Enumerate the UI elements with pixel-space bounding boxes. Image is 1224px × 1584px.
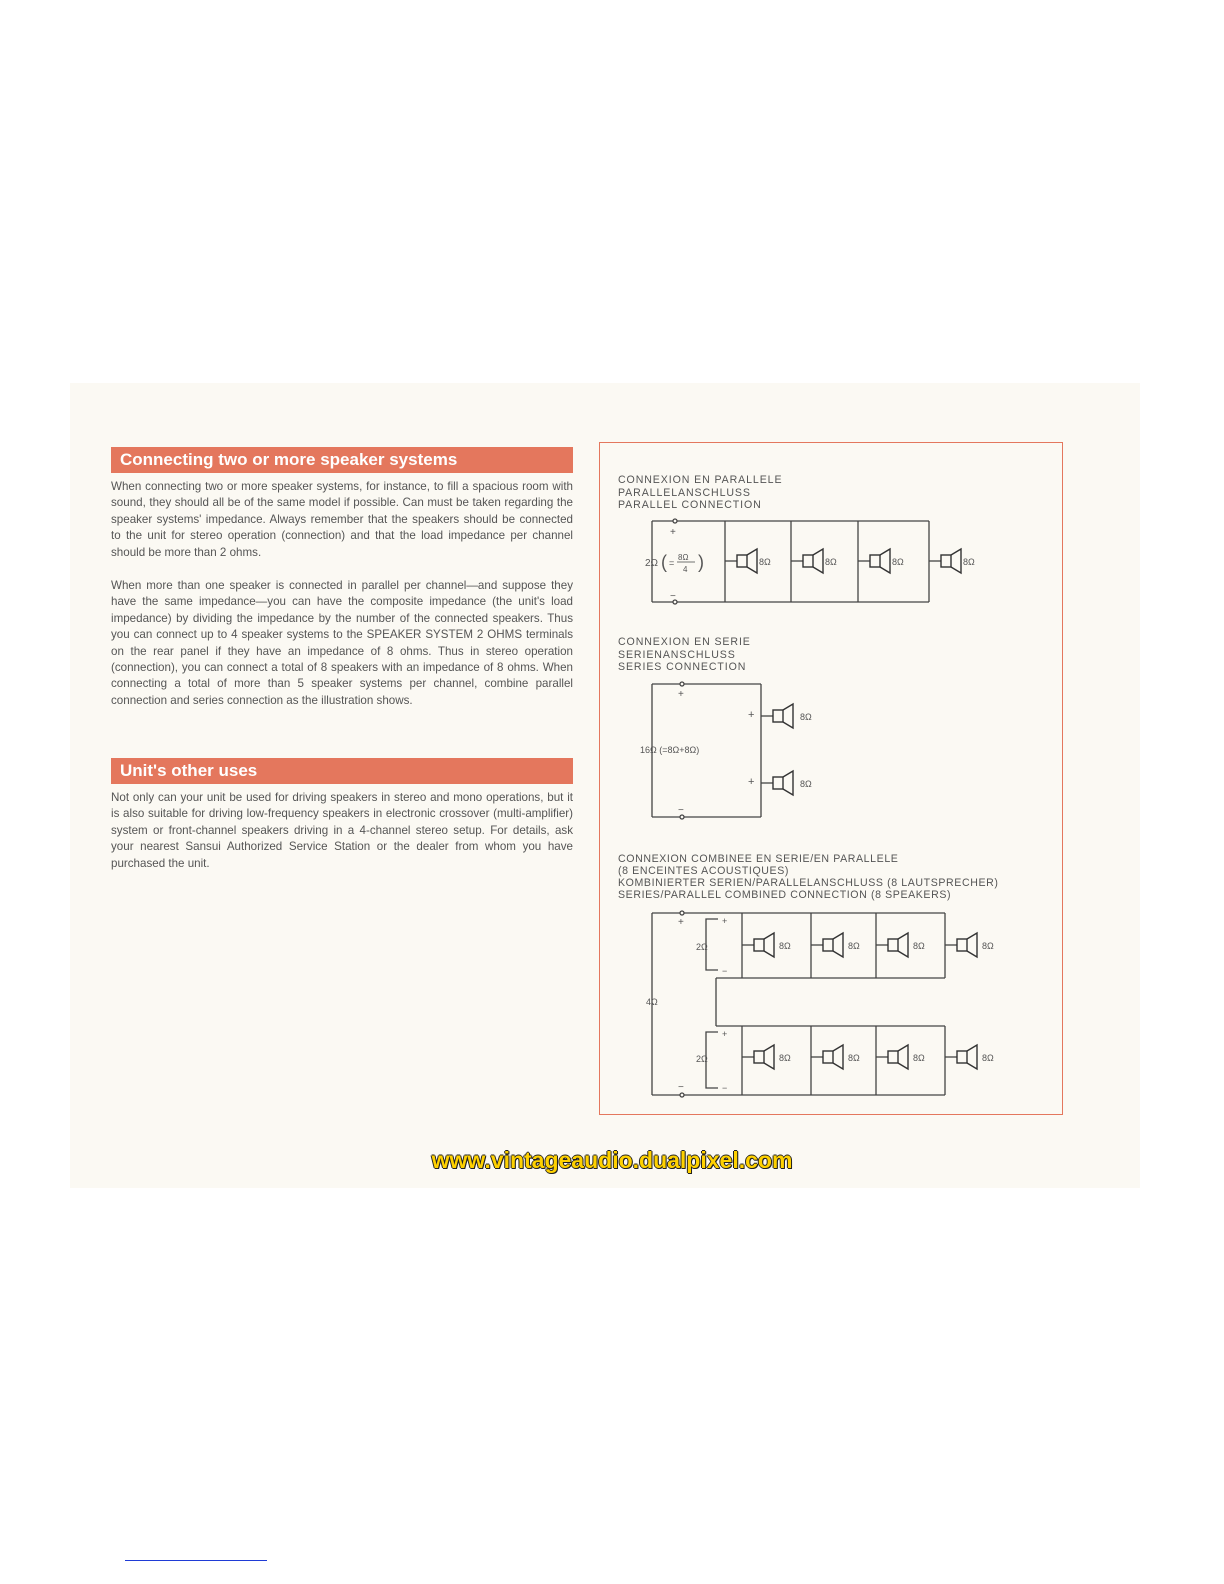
series-speaker-2-label: 8Ω [800, 779, 812, 789]
caption-combined-de: KOMBINIERTER SERIEN/PARALLELANSCHLUSS (8 LAUTSPRECHER) [618, 877, 999, 889]
combined-speaker-3-icon [888, 933, 908, 957]
combined-speaker-2-label: 8Ω [848, 941, 860, 951]
caption-combined-fr: CONNEXION COMBINEE EN SERIE/EN PARALLELE [618, 853, 899, 865]
combined-speaker-1-label: 8Ω [779, 941, 791, 951]
series-speaker-1-label: 8Ω [800, 712, 812, 722]
combined-speaker-6-label: 8Ω [848, 1053, 860, 1063]
combined-speaker-1-icon [754, 933, 774, 957]
combined-speaker-7-label: 8Ω [913, 1053, 925, 1063]
parallel-speaker-2-icon [803, 549, 823, 573]
combined-group-2-plus: + [722, 1029, 728, 1039]
section-heading-other-uses: Unit's other uses [111, 758, 573, 784]
combined-group-1-minus: − [722, 966, 728, 976]
caption-series-fr: CONNEXION EN SERIE [618, 636, 751, 648]
caption-parallel-de: PARALLELANSCHLUSS [618, 486, 751, 499]
combined-speaker-4-label: 8Ω [982, 941, 994, 951]
caption-parallel-fr: CONNEXION EN PARALLELE [618, 474, 783, 486]
parallel-speaker-3-icon [870, 549, 890, 573]
parallel-speaker-1-icon [737, 549, 757, 573]
combined-speaker-6-icon [823, 1045, 843, 1069]
combined-group-2-load: 2Ω [696, 1054, 708, 1064]
parallel-speaker-4-icon [941, 549, 961, 573]
combined-speaker-8-label: 8Ω [982, 1053, 994, 1063]
caption-series-en: SERIES CONNECTION [618, 661, 747, 673]
combined-group-2-minus: − [722, 1083, 728, 1093]
combined-speaker-3-label: 8Ω [913, 941, 925, 951]
parallel-formula-numerator: 8Ω [678, 553, 689, 562]
combined-speaker-5-icon [754, 1045, 774, 1069]
combined-diagram [652, 911, 957, 1097]
series-speaker-2-plus: + [748, 776, 755, 788]
combined-speaker-7-icon [888, 1045, 908, 1069]
paragraph-other-uses: Not only can your unit be used for driving speakers in stereo and mono operations, but it is also suitable for driving low-frequency speakers in electronic crossover (multi-amplifier) system or front-channel speakers driving in a 4-channel stereo setup. For details, ask your nearest Sansui Authorized Service Station or the dealer from whom you have purchased the unit. [111, 791, 573, 870]
parallel-formula-close: ) [698, 552, 704, 572]
parallel-speaker-1-label: 8Ω [759, 557, 771, 567]
series-minus-label: − [678, 805, 684, 816]
series-load-label: 16Ω (=8Ω+8Ω) [640, 745, 700, 755]
watermark-url: www.vintageaudio.dualpixel.com [431, 1147, 793, 1173]
parallel-speaker-2-label: 8Ω [825, 557, 837, 567]
combined-minus-label: − [678, 1082, 684, 1093]
combined-speaker-4-icon [957, 933, 977, 957]
parallel-formula-equals: = [669, 558, 675, 568]
combined-speaker-8-icon [957, 1045, 977, 1069]
combined-group-1-plus: + [722, 916, 728, 926]
paragraph-connecting-2: When more than one speaker is connected in parallel per channel—and suppose they have the same impedance—you can have the composite impedance (the unit's load impedance) by dividing the impedance by the number of the connected speakers. Thus you can connect up to 4 speaker systems to the SPEAKER SYSTEM 2 OHMS terminals on the rear panel if they have an impedance of 8 ohms. Thus in stereo operation (connection), you can connect a total of 8 speakers with an impedance of 8 ohms. When connecting a total of more than 5 speaker systems per channel, combine parallel connection and series connection as the illustration shows. [111, 579, 573, 707]
combined-speaker-2-icon [823, 933, 843, 957]
caption-parallel-en: PARALLEL CONNECTION [618, 499, 762, 511]
combined-plus-label: + [678, 917, 684, 928]
series-plus-label: + [678, 689, 684, 700]
parallel-minus-label: − [670, 591, 676, 602]
parallel-formula-denominator: 4 [683, 565, 688, 574]
parallel-load-label: 2Ω [645, 558, 659, 569]
series-speaker-1-icon [773, 704, 793, 728]
parallel-speaker-3-label: 8Ω [892, 557, 904, 567]
parallel-plus-label: + [670, 527, 676, 538]
footnote-rule [125, 1560, 267, 1561]
parallel-speaker-4-label: 8Ω [963, 557, 975, 567]
caption-series-de: SERIENANSCHLUSS [618, 648, 736, 661]
combined-group-1-load: 2Ω [696, 942, 708, 952]
section-heading-connecting: Connecting two or more speaker systems [111, 447, 573, 473]
series-speaker-1-plus: + [748, 709, 755, 721]
series-speaker-2-icon [773, 771, 793, 795]
combined-speaker-5-label: 8Ω [779, 1053, 791, 1063]
caption-combined-fr2: (8 ENCEINTES ACOUSTIQUES) [618, 865, 789, 877]
paragraph-connecting-1: When connecting two or more speaker systems, for instance, to fill a spacious room with sound, they should all be of the same model if possible. Can must be taken regarding the speaker systems' impedance. Always remember that the speakers should be connected to the unit for stereo operation (connection) and that the load impedance per channel should be more than 2 ohms. [111, 480, 573, 559]
caption-combined-en: SERIES/PARALLEL COMBINED CONNECTION (8 SPEAKERS) [618, 889, 952, 901]
combined-total-load: 4Ω [646, 997, 658, 1007]
parallel-formula-open: ( [661, 552, 667, 572]
